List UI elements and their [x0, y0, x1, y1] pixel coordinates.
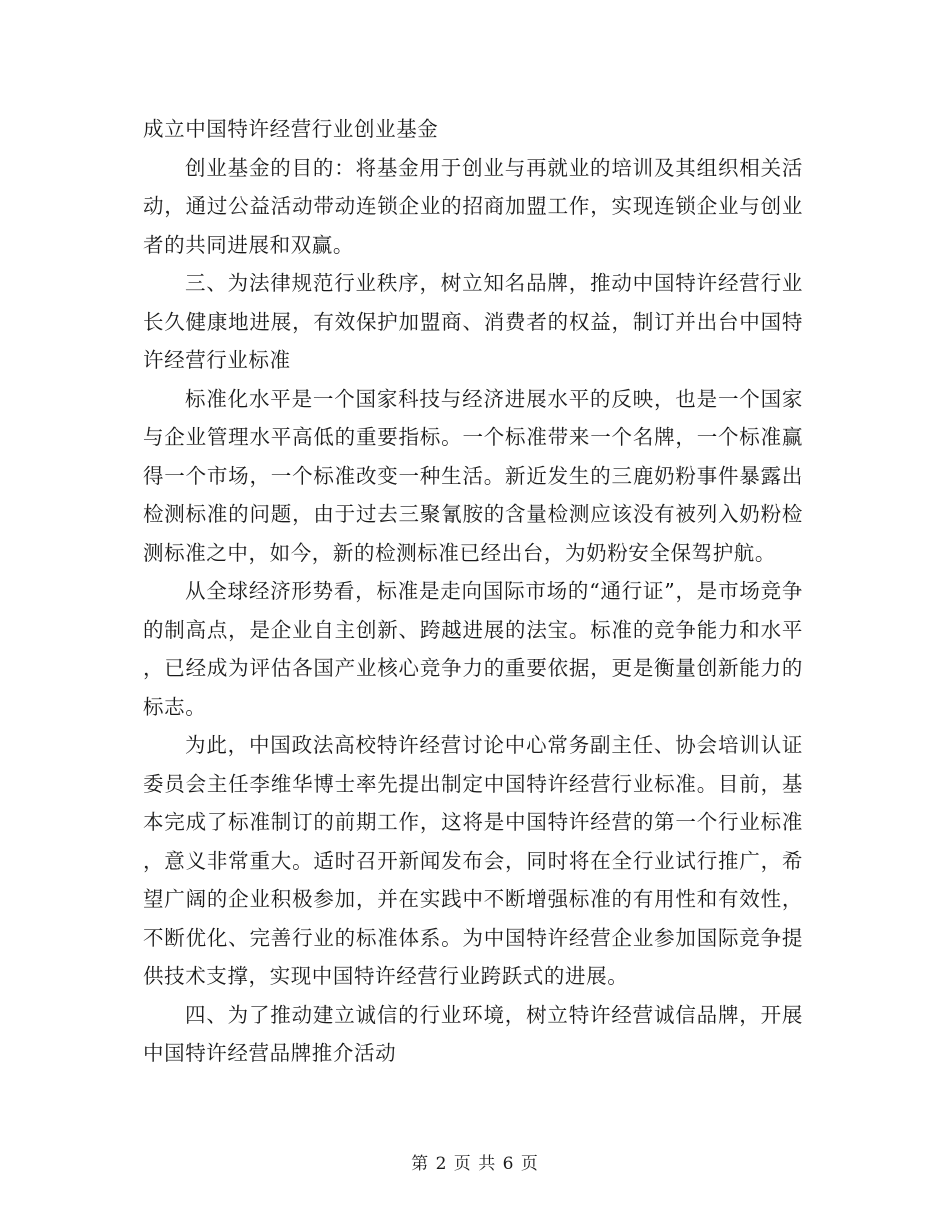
paragraph-standardization: 标准化水平是一个国家科技与经济进展水平的反映，也是一个国家与企业管理水平高低的重要指标。一个标准带来一个名牌，一个标准赢得一个市场，一个标准改变一种生活。新近发生的三鹿奶粉事件暴露出检测标准的问题，由于过去三聚氰胺的含量检测应该没有被列入奶粉检测标准之中，如今，新的检测标准已经出台，为奶粉安全保驾护航。 [143, 386, 803, 565]
paragraph-global-economy: 从全球经济形势看，标准是走向国际市场的“通行证”，是市场竞争的制高点，是企业自主创新、跨越进展的法宝。标准的竞争能力和水平，已经成为评估各国产业核心竞争力的重要依据，更是衡量创新能力的标志。 [143, 579, 803, 719]
paragraph-fund-purpose: 创业基金的目的：将基金用于创业与再就业的培训及其组织相关活动，通过公益活动带动连锁企业的招商加盟工作，实现连锁企业与创业者的共同进展和双赢。 [143, 155, 803, 257]
page-number-footer: 第 2 页 共 6 页 [411, 1154, 539, 1174]
paragraph-section-four: 四、为了推动建立诚信的行业环境，树立特许经营诚信品牌，开展中国特许经营品牌推介活动 [143, 1002, 803, 1065]
paragraph-standard-proposal: 为此，中国政法高校特许经营讨论中心常务副主任、协会培训认证委员会主任李维华博士率先提出制定中国特许经营行业标准。目前，基本完成了标准制订的前期工作，这将是中国特许经营的第一个行业标准，意义非常重大。适时召开新闻发布会，同时将在全行业试行推广，希望广阔的企业积极参加，并在实践中不断增强标准的有用性和有效性，不断优化、完善行业的标准体系。为中国特许经营企业参加国际竞争提供技术支撑，实现中国特许经营行业跨跃式的进展。 [143, 733, 803, 988]
document-body [143, 110, 803, 1073]
paragraph-section-three: 三、为法律规范行业秩序，树立知名品牌，推动中国特许经营行业长久健康地进展，有效保护加盟商、消费者的权益，制订并出台中国特许经营行业标准 [143, 271, 803, 372]
paragraph-heading-fund: 成立中国特许经营行业创业基金 [143, 117, 439, 141]
